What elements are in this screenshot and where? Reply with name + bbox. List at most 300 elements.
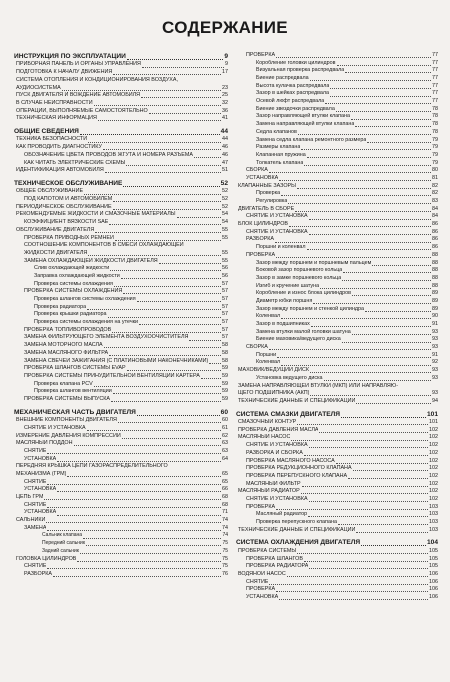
toc-page-number: 68 xyxy=(222,494,228,501)
dot-leader xyxy=(304,561,428,562)
toc-page-number: 103 xyxy=(429,511,438,518)
toc-page-number: 55 xyxy=(222,226,228,233)
dot-leader xyxy=(297,188,431,189)
toc-entry[interactable] xyxy=(14,486,228,494)
toc-page-number: 9 xyxy=(225,61,228,68)
toc-entry[interactable] xyxy=(236,352,438,360)
toc-section-heading[interactable] xyxy=(236,410,438,420)
toc-entry[interactable] xyxy=(236,252,438,260)
toc-entry[interactable] xyxy=(236,183,438,191)
dot-leader xyxy=(87,430,221,431)
dot-leader xyxy=(86,545,221,546)
toc-page-number: 82 xyxy=(432,182,438,189)
dot-leader xyxy=(276,57,431,58)
toc-entry-title: ОБЩЕЕ ОБСЛУЖИВАНИЕ xyxy=(16,188,84,195)
toc-entry[interactable] xyxy=(236,52,438,60)
toc-entry[interactable] xyxy=(14,115,228,123)
toc-entry[interactable] xyxy=(236,60,438,68)
toc-entry[interactable] xyxy=(236,473,438,481)
toc-entry[interactable] xyxy=(236,121,438,129)
toc-entry-title: Зазор направляющей втулки клапана xyxy=(256,113,351,120)
toc-entry-title: СИСТЕМА ОХЛАЖДЕНИЯ ДВИГАТЕЛЯ xyxy=(236,539,361,547)
toc-entry[interactable] xyxy=(14,167,228,175)
toc-entry[interactable] xyxy=(236,375,438,383)
toc-page-number: 58 xyxy=(222,357,228,364)
toc-entry-title: ЗАМЕНА МАСЛЯНОГО ФИЛЬТРА xyxy=(24,349,109,356)
toc-page-number: 77 xyxy=(432,90,438,97)
toc-section-heading[interactable] xyxy=(14,52,228,62)
toc-entry-title: ПРОВЕРКА РЕДУКЦИОННОГО КЛАПАНА xyxy=(246,465,352,472)
toc-entry-title: КАК ЧИТАТЬ ЭЛЕКТРИЧЕСКИЕ СХЕМЫ xyxy=(24,159,126,166)
toc-entry-title: Регулировка xyxy=(256,198,288,205)
toc-entry[interactable] xyxy=(236,283,438,291)
toc-page-number: 51 xyxy=(222,167,228,174)
toc-entry[interactable] xyxy=(236,106,438,114)
dot-leader xyxy=(309,447,428,448)
toc-entry[interactable] xyxy=(236,83,438,91)
toc-page-number: 89 xyxy=(432,305,438,312)
toc-entry[interactable] xyxy=(236,213,438,221)
toc-page-number: 84 xyxy=(432,205,438,212)
toc-page-number: 89 xyxy=(432,297,438,304)
toc-entry[interactable] xyxy=(14,258,228,266)
toc-page-number: 75 xyxy=(222,547,228,554)
dot-leader xyxy=(109,224,221,225)
toc-entry-title: Замена втулки малой головки шатуна xyxy=(256,328,351,335)
toc-entry[interactable] xyxy=(14,350,228,358)
dot-leader xyxy=(88,142,221,143)
toc-page-number: 23 xyxy=(222,84,228,91)
toc-entry[interactable] xyxy=(236,114,438,122)
dot-leader xyxy=(47,484,221,485)
toc-page-number: 60 xyxy=(222,417,228,424)
toc-entry[interactable] xyxy=(14,571,228,579)
toc-entry[interactable] xyxy=(14,281,228,289)
dot-leader xyxy=(111,401,221,402)
toc-page-number: 78 xyxy=(432,121,438,128)
toc-entry[interactable] xyxy=(236,160,438,168)
toc-page-number: 82 xyxy=(432,190,438,197)
toc-page-number: 106 xyxy=(429,586,438,593)
toc-entry-title: ПУСК ДВИГАТЕЛЯ И ВОЖДЕНИЕ АВТОМОБИЛЯ xyxy=(16,92,141,99)
toc-entry[interactable] xyxy=(236,594,438,602)
toc-entry-title: МЕХАНИЗМА (ГРМ) xyxy=(16,470,67,477)
toc-page-number: 75 xyxy=(222,563,228,570)
toc-entry[interactable] xyxy=(236,275,438,283)
toc-entry[interactable] xyxy=(236,206,438,214)
toc-entry[interactable] xyxy=(236,344,438,352)
toc-entry[interactable] xyxy=(14,77,228,85)
dot-leader xyxy=(276,591,428,592)
toc-page-number: 76 xyxy=(222,570,228,577)
toc-entry-title: ПРОВЕРКА ШЛАНГОВ СИСТЕМЫ EVAP xyxy=(24,365,126,372)
toc-entry[interactable] xyxy=(14,433,228,441)
toc-entry-title: Биение распредвала xyxy=(256,75,309,82)
toc-entry[interactable] xyxy=(236,190,438,198)
toc-entry[interactable] xyxy=(14,396,228,404)
toc-entry-title: БЛОК ЦИЛИНДРОВ xyxy=(238,221,288,228)
dot-leader xyxy=(53,576,221,577)
toc-entry[interactable] xyxy=(14,471,228,479)
toc-entry[interactable] xyxy=(236,450,438,458)
dot-leader xyxy=(281,365,431,366)
toc-entry[interactable] xyxy=(236,519,438,527)
toc-entry-title: Проверка системы охлаждения на утечки xyxy=(34,319,139,326)
toc-entry[interactable] xyxy=(236,129,438,137)
toc-entry-title: Установка ведущего диска xyxy=(256,374,323,381)
toc-entry[interactable] xyxy=(236,152,438,160)
dot-leader xyxy=(310,372,431,373)
toc-entry[interactable] xyxy=(14,388,228,396)
toc-entry[interactable] xyxy=(14,319,228,327)
toc-entry[interactable] xyxy=(14,525,228,533)
dot-leader xyxy=(308,516,428,517)
dot-leader xyxy=(342,342,431,343)
toc-entry-title: СНЯТИЕ И УСТАНОВКА xyxy=(24,424,86,431)
toc-entry-title: СБОРКА xyxy=(246,344,268,351)
toc-entry[interactable] xyxy=(14,250,228,258)
toc-entry[interactable] xyxy=(236,383,438,391)
toc-page-number: 52 xyxy=(222,196,228,203)
toc-entry-title: ПРОВЕРКА xyxy=(246,586,276,593)
toc-entry-title: ПРОВЕРКА СИСТЕМЫ ВЫПУСКА xyxy=(24,395,110,402)
toc-entry-title: КОЭФФИЦИЕНТ ВЯЗКОСТИ SAE xyxy=(24,219,109,226)
toc-entry[interactable] xyxy=(14,288,228,296)
toc-entry[interactable] xyxy=(236,137,438,145)
dot-leader xyxy=(311,326,431,327)
toc-page-number: 55 xyxy=(222,257,228,264)
toc-entry[interactable] xyxy=(14,365,228,373)
toc-entry[interactable] xyxy=(14,335,228,343)
dot-leader xyxy=(320,288,431,289)
toc-entry[interactable] xyxy=(14,533,228,541)
toc-entry[interactable] xyxy=(14,242,228,250)
toc-entry[interactable] xyxy=(236,360,438,368)
dot-leader xyxy=(277,357,431,358)
dot-leader xyxy=(279,180,431,181)
dot-leader xyxy=(123,293,221,294)
toc-page-number: 94 xyxy=(432,397,438,404)
toc-entry-title: Проверка перепускного клапана xyxy=(256,519,337,526)
toc-entry-title: ПРОВЕРКА xyxy=(246,51,276,58)
toc-page-number: 64 xyxy=(222,455,228,462)
toc-entry[interactable] xyxy=(14,188,228,196)
toc-entry-title: МАСЛЯНЫЙ НАСОС xyxy=(238,434,291,441)
dot-leader xyxy=(103,149,221,150)
dot-leader xyxy=(47,453,221,454)
toc-page-number: 93 xyxy=(432,390,438,397)
toc-entry[interactable] xyxy=(14,296,228,304)
toc-entry[interactable] xyxy=(14,494,228,502)
toc-entry-title: Задний сальник xyxy=(42,547,79,554)
toc-page-number: 54 xyxy=(222,219,228,226)
toc-page-number: 79 xyxy=(432,144,438,151)
toc-entry-title: Изгиб и кручение шатуна xyxy=(256,282,320,289)
toc-page-number: 61 xyxy=(222,424,228,431)
toc-page-number: 59 xyxy=(222,372,228,379)
toc-entry[interactable] xyxy=(236,267,438,275)
toc-entry-title: СМАЗОЧНЫЙ КОНТУР xyxy=(238,419,297,426)
dot-leader xyxy=(281,195,431,196)
toc-page-number: 102 xyxy=(429,434,438,441)
toc-page-number: 102 xyxy=(429,442,438,449)
toc-entry[interactable] xyxy=(14,144,228,152)
toc-entry-title: Клапанная пружина xyxy=(256,151,306,158)
toc-page-number: 86 xyxy=(432,236,438,243)
toc-entry[interactable] xyxy=(14,160,228,168)
toc-entry[interactable] xyxy=(236,98,438,106)
dot-leader xyxy=(269,172,431,173)
toc-entry-title: В СЛУЧАЕ НЕИСПРАВНОСТИ xyxy=(16,99,93,106)
toc-page-number: 36 xyxy=(222,107,228,114)
toc-entry[interactable] xyxy=(14,448,228,456)
toc-entry[interactable] xyxy=(14,108,228,116)
toc-page-number: 65 xyxy=(222,470,228,477)
toc-entry[interactable] xyxy=(14,540,228,548)
toc-entry-title: СООТНОШЕНИЕ КОМПОНЕНТОВ В СМЕСИ ОХЛАЖДАЮЩЕЙ xyxy=(24,242,184,249)
toc-entry-title: Проверка системы охлаждения xyxy=(34,280,113,287)
dot-leader xyxy=(269,349,431,350)
toc-entry[interactable] xyxy=(236,398,438,406)
toc-entry-title: СНЯТИЕ И УСТАНОВКА xyxy=(246,495,308,502)
toc-entry-title: Передний сальник xyxy=(42,540,86,547)
toc-entry[interactable] xyxy=(14,563,228,571)
dot-leader xyxy=(352,334,431,335)
toc-entry[interactable] xyxy=(236,579,438,587)
toc-entry[interactable] xyxy=(14,417,228,425)
toc-entry[interactable] xyxy=(236,504,438,512)
toc-entry[interactable] xyxy=(14,219,228,227)
toc-entry[interactable] xyxy=(236,336,438,344)
toc-entry-title: ЖИДКОСТИ ДВИГАТЕЛЯ xyxy=(24,249,88,256)
toc-entry[interactable] xyxy=(236,237,438,245)
toc-entry[interactable] xyxy=(14,556,228,564)
toc-entry[interactable] xyxy=(14,479,228,487)
toc-page-number: 102 xyxy=(429,480,438,487)
toc-entry[interactable] xyxy=(14,196,228,204)
toc-entry[interactable] xyxy=(14,100,228,108)
toc-entry[interactable] xyxy=(14,502,228,510)
toc-entry[interactable] xyxy=(236,260,438,268)
toc-entry[interactable] xyxy=(14,69,228,77)
toc-entry[interactable] xyxy=(14,265,228,273)
toc-entry[interactable] xyxy=(236,586,438,594)
toc-page-number: 75 xyxy=(222,555,228,562)
toc-entry[interactable] xyxy=(236,556,438,564)
toc-entry[interactable] xyxy=(236,465,438,473)
toc-entry-title: ЗАМЕНА xyxy=(24,524,47,531)
toc-entry-title: ПРОВЕРКА xyxy=(246,503,276,510)
dot-leader xyxy=(301,149,431,150)
dot-leader xyxy=(288,203,431,204)
toc-entry[interactable] xyxy=(14,440,228,448)
dot-leader xyxy=(343,272,431,273)
dot-leader xyxy=(309,568,428,569)
toc-page-number: 58 xyxy=(222,342,228,349)
toc-entry[interactable] xyxy=(236,390,438,398)
toc-entry[interactable] xyxy=(236,367,438,375)
toc-entry[interactable] xyxy=(236,496,438,504)
toc-page-number: 78 xyxy=(432,113,438,120)
toc-page-number: 84 xyxy=(432,213,438,220)
dot-leader xyxy=(302,486,428,487)
toc-page-number: 54 xyxy=(222,211,228,218)
dot-leader xyxy=(324,380,431,381)
toc-entry[interactable] xyxy=(14,85,228,93)
toc-entry[interactable] xyxy=(236,198,438,206)
toc-entry-title: Коробление и износ блока цилиндров xyxy=(256,290,352,297)
toc-entry[interactable] xyxy=(236,563,438,571)
dot-leader xyxy=(304,165,431,166)
toc-entry[interactable] xyxy=(236,144,438,152)
toc-entry-title: ПРОВЕРКА ПЕРЕПУСКНОГО КЛАПАНА xyxy=(246,472,348,479)
toc-entry-title: ПРОВЕРКА СИСТЕМЫ ОХЛАЖДЕНИЯ xyxy=(24,288,123,295)
toc-entry[interactable] xyxy=(236,435,438,443)
toc-entry[interactable] xyxy=(236,571,438,579)
dot-leader xyxy=(47,530,221,531)
toc-entry[interactable] xyxy=(14,381,228,389)
toc-entry[interactable] xyxy=(236,458,438,466)
dot-leader xyxy=(113,201,221,202)
toc-page-number: 74 xyxy=(222,532,228,539)
toc-entry[interactable] xyxy=(236,175,438,183)
toc-section-heading[interactable] xyxy=(14,408,228,418)
toc-entry-title: Седла клапанов xyxy=(256,128,297,135)
toc-entry[interactable] xyxy=(14,137,228,145)
toc-section-heading[interactable] xyxy=(236,538,438,548)
toc-entry[interactable] xyxy=(14,235,228,243)
toc-entry-title: УСТАНОВКА xyxy=(246,174,279,181)
toc-entry[interactable] xyxy=(14,204,228,212)
toc-entry[interactable] xyxy=(14,509,228,517)
toc-page-number: 68 xyxy=(222,501,228,508)
toc-page-number: 62 xyxy=(222,432,228,439)
toc-entry[interactable] xyxy=(14,311,228,319)
toc-page-number: 106 xyxy=(429,570,438,577)
toc-section-heading[interactable] xyxy=(14,127,228,137)
toc-entry[interactable] xyxy=(14,463,228,471)
toc-entry[interactable] xyxy=(14,62,228,70)
dot-leader xyxy=(87,309,221,310)
toc-entry[interactable] xyxy=(236,427,438,435)
toc-page-number: 102 xyxy=(429,488,438,495)
toc-entry[interactable] xyxy=(14,304,228,312)
toc-entry[interactable] xyxy=(14,425,228,433)
dot-leader xyxy=(98,120,221,121)
toc-entry[interactable] xyxy=(236,313,438,321)
toc-section-heading[interactable] xyxy=(14,179,228,189)
dot-leader xyxy=(47,507,221,508)
toc-entry[interactable] xyxy=(236,290,438,298)
dot-leader xyxy=(94,386,221,387)
toc-page-number: 102 xyxy=(429,426,438,433)
toc-entry[interactable] xyxy=(14,517,228,525)
toc-entry[interactable] xyxy=(236,244,438,252)
dot-leader xyxy=(189,340,221,341)
toc-page-number: 75 xyxy=(222,540,228,547)
toc-entry-title: Поршни xyxy=(256,351,277,358)
toc-entry[interactable] xyxy=(236,229,438,237)
toc-entry[interactable] xyxy=(14,327,228,335)
toc-entry-title: Зазор между поршнем и стенкой цилиндра xyxy=(256,305,364,312)
toc-entry[interactable] xyxy=(14,548,228,556)
dot-leader xyxy=(57,461,221,462)
toc-entry[interactable] xyxy=(14,273,228,281)
toc-entry-title: Замена седла клапана ремонтного размера xyxy=(256,136,367,143)
toc-page-number: 91 xyxy=(432,321,438,328)
toc-entry[interactable] xyxy=(14,358,228,366)
toc-entry[interactable] xyxy=(14,212,228,220)
dot-leader xyxy=(365,311,431,312)
toc-entry-title: ТЕХНИЧЕСКОЕ ОБСЛУЖИВАНИЕ xyxy=(14,179,123,187)
toc-entry[interactable] xyxy=(236,306,438,314)
toc-column-right xyxy=(236,52,438,602)
toc-entry[interactable] xyxy=(236,321,438,329)
dot-leader xyxy=(356,532,428,533)
toc-page-number: 79 xyxy=(432,159,438,166)
dot-leader xyxy=(108,317,222,318)
dot-leader xyxy=(325,103,431,104)
toc-entry[interactable] xyxy=(236,442,438,450)
toc-page-number: 77 xyxy=(432,82,438,89)
dot-leader xyxy=(289,226,431,227)
toc-entry[interactable] xyxy=(236,419,438,427)
dot-leader xyxy=(88,255,221,256)
dot-leader xyxy=(94,105,221,106)
toc-entry[interactable] xyxy=(236,527,438,535)
toc-entry[interactable] xyxy=(236,548,438,556)
toc-entry[interactable] xyxy=(236,167,438,175)
toc-entry-title: ЗАМЕНА ОХЛАЖДАЮЩЕЙ ЖИДКОСТИ ДВИГАТЕЛЯ xyxy=(24,257,158,264)
toc-entry[interactable] xyxy=(14,227,228,235)
toc-entry-title: Коробление головки цилиндров xyxy=(256,59,336,66)
toc-entry[interactable] xyxy=(14,152,228,160)
toc-entry[interactable] xyxy=(236,511,438,519)
toc-entry[interactable] xyxy=(236,481,438,489)
toc-entry[interactable] xyxy=(236,488,438,496)
toc-entry-title: Проверка крышки радиатора xyxy=(34,311,107,318)
toc-page-number: 81 xyxy=(432,174,438,181)
toc-page-number: 103 xyxy=(429,526,438,533)
dot-leader xyxy=(352,295,431,296)
dot-leader xyxy=(367,142,431,143)
toc-page-number: 66 xyxy=(222,486,228,493)
dot-leader xyxy=(209,363,221,364)
toc-page-number: 88 xyxy=(432,259,438,266)
toc-entry[interactable] xyxy=(14,92,228,100)
toc-entry[interactable] xyxy=(14,373,228,381)
toc-entry[interactable] xyxy=(236,90,438,98)
dot-leader xyxy=(201,378,221,379)
toc-page-number: 46 xyxy=(222,151,228,158)
dot-leader xyxy=(62,90,221,91)
toc-entry[interactable] xyxy=(236,298,438,306)
toc-entry[interactable] xyxy=(14,456,228,464)
toc-entry[interactable] xyxy=(236,329,438,337)
toc-entry[interactable] xyxy=(236,221,438,229)
toc-page-number: 102 xyxy=(429,472,438,479)
dot-leader xyxy=(74,445,222,446)
toc-entry-title: Высота кулачка распредвала xyxy=(256,82,330,89)
toc-entry[interactable] xyxy=(236,75,438,83)
toc-entry[interactable] xyxy=(236,67,438,75)
toc-entry-title: СИСТЕМА ОТОПЛЕНИЯ И КОНДИЦИОНИРОВАНИЯ ВОЗДУХА, xyxy=(16,76,178,83)
dot-leader xyxy=(342,280,431,281)
toc-page-number: 52 xyxy=(222,188,228,195)
dot-leader xyxy=(121,278,221,279)
toc-entry-title: Масляный радиатор xyxy=(256,511,308,518)
toc-entry[interactable] xyxy=(14,342,228,350)
